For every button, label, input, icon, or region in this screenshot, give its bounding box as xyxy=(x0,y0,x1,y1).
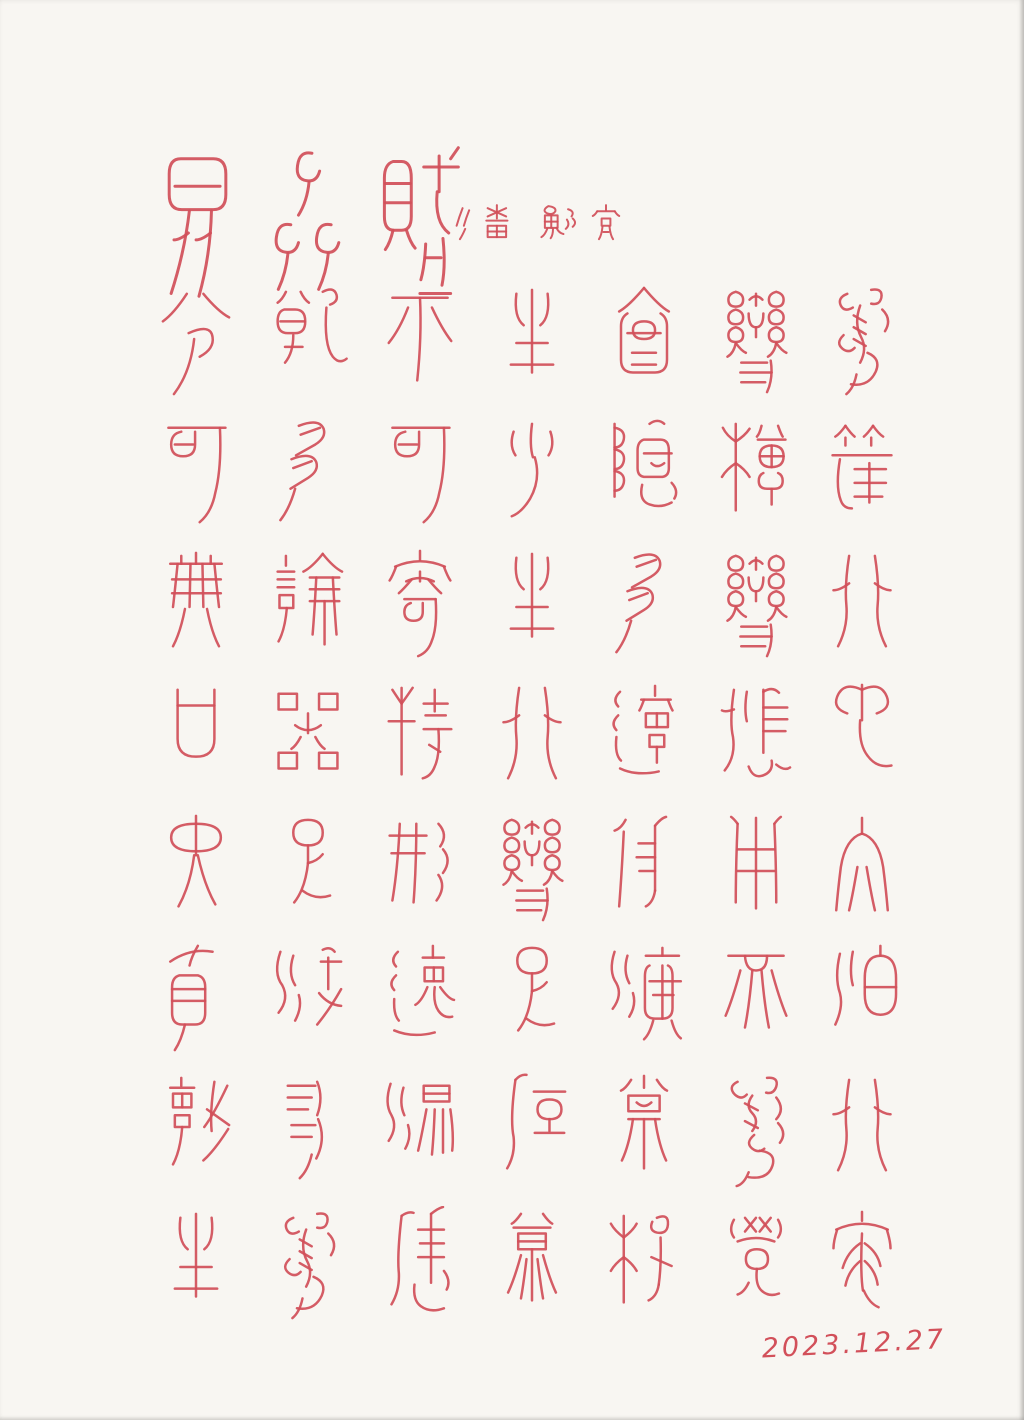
seal-character-r7c5 xyxy=(598,1070,690,1188)
seal-character-r1c7 xyxy=(816,282,908,400)
seal-character-r2c3 xyxy=(374,414,466,532)
seal-character-r3c4 xyxy=(486,546,578,664)
seal-character-r4c4 xyxy=(486,678,578,796)
seal-character-r1c3 xyxy=(374,282,466,400)
seal-character-r2c5 xyxy=(598,414,690,532)
seal-character-r6c2 xyxy=(262,938,354,1056)
seal-character-r6c3 xyxy=(374,938,466,1056)
seal-character-r5c1 xyxy=(150,810,242,928)
seal-character-r1c4 xyxy=(486,282,578,400)
seal-character-r3c2 xyxy=(262,546,354,664)
seal-character-r5c7 xyxy=(816,810,908,928)
date-inscription: 2023.12.27 xyxy=(760,1323,947,1365)
seal-character-r3c5 xyxy=(598,546,690,664)
seal-character-r3c3 xyxy=(374,546,466,664)
seal-character-r6c1 xyxy=(150,938,242,1056)
seal-character-r6c7 xyxy=(816,938,908,1056)
seal-character-r3c7 xyxy=(816,546,908,664)
seal-character-r7c3 xyxy=(374,1070,466,1188)
seal-character-signature-1 xyxy=(452,202,518,264)
seal-character-r5c6 xyxy=(710,810,802,928)
seal-character-r5c2 xyxy=(262,810,354,928)
page-bottom-shadow xyxy=(0,1416,1024,1420)
seal-character-r4c3 xyxy=(374,678,466,796)
seal-character-r7c2 xyxy=(262,1070,354,1188)
seal-character-r1c6 xyxy=(710,282,802,400)
page-edge-shadow xyxy=(1019,0,1024,1420)
seal-character-r8c3 xyxy=(374,1206,466,1324)
seal-character-r6c4 xyxy=(486,938,578,1056)
seal-character-r1c2 xyxy=(262,282,354,400)
seal-character-r2c4 xyxy=(486,414,578,532)
seal-character-r2c1 xyxy=(150,414,242,532)
seal-character-r7c6 xyxy=(710,1070,802,1188)
seal-character-r8c1 xyxy=(150,1206,242,1324)
seal-character-r2c2 xyxy=(262,414,354,532)
seal-character-r3c6 xyxy=(710,546,802,664)
seal-character-r7c7 xyxy=(816,1070,908,1188)
seal-character-r4c5 xyxy=(598,678,690,796)
seal-character-r2c6 xyxy=(710,414,802,532)
seal-character-r3c1 xyxy=(150,546,242,664)
seal-character-r8c2 xyxy=(262,1206,354,1324)
seal-character-r8c5 xyxy=(598,1206,690,1324)
seal-character-r5c5 xyxy=(598,810,690,928)
seal-character-r8c7 xyxy=(816,1206,908,1324)
seal-character-signature-2 xyxy=(524,202,582,264)
seal-character-r6c6 xyxy=(710,938,802,1056)
seal-character-r5c3 xyxy=(374,810,466,928)
seal-character-signature-3 xyxy=(584,202,628,264)
seal-character-r4c6 xyxy=(710,678,802,796)
seal-character-r4c2 xyxy=(262,678,354,796)
seal-character-r6c5 xyxy=(598,938,690,1056)
seal-character-r7c4 xyxy=(486,1070,578,1188)
seal-character-r8c4 xyxy=(486,1206,578,1324)
seal-character-r4c7 xyxy=(816,678,908,796)
seal-character-r1c5 xyxy=(598,282,690,400)
seal-character-r7c1 xyxy=(150,1070,242,1188)
seal-character-r5c4 xyxy=(486,810,578,928)
seal-character-r1c1 xyxy=(150,282,242,400)
seal-character-r4c1 xyxy=(150,678,242,796)
seal-character-r2c7 xyxy=(816,414,908,532)
seal-character-r8c6 xyxy=(710,1206,802,1324)
